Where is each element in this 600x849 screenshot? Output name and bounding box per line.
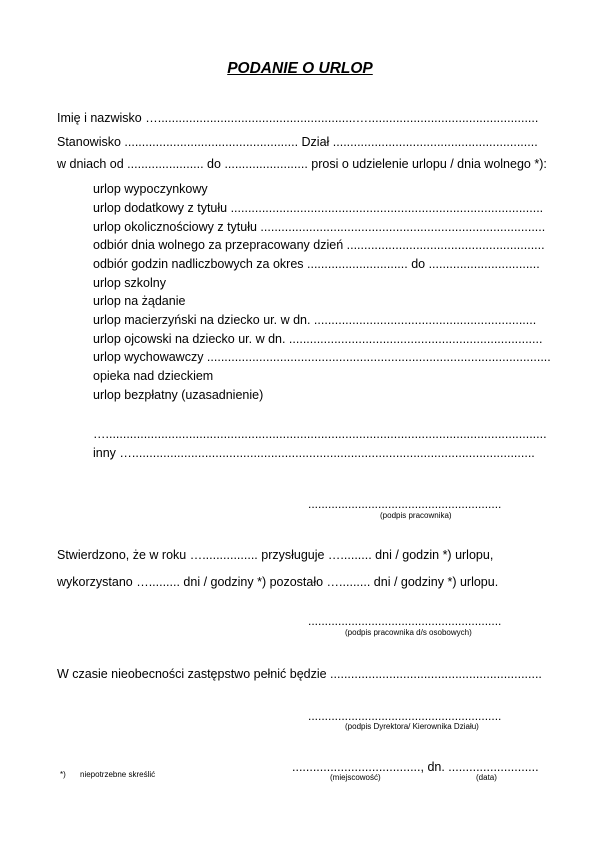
leave-type-item[interactable]: urlop macierzyński na dziecko ur. w dn. ................................................................ [93,313,537,327]
leave-type-item[interactable]: urlop na żądanie [93,294,186,308]
footnote-text: niepotrzebne skreślić [80,770,156,779]
director-signature-line[interactable]: .......................................................... [308,709,502,723]
date-caption: (data) [476,773,497,782]
justification-line[interactable]: …............................................................................................................................... [93,427,547,441]
hr-signature-line[interactable]: .......................................................... [308,614,502,628]
leave-type-item[interactable]: odbiór godzin nadliczbowych za okres ............................. do ................................ [93,257,540,271]
dates-field[interactable]: w dniach od ...................... do ........................ prosi o udzielenie urlopu / dnia wolnego *): [57,157,547,171]
substitute-field[interactable]: W czasie nieobecności zastępstwo pełnić będzie ............................................................. [57,667,542,681]
leave-type-item[interactable]: opieka nad dzieckiem [93,369,214,383]
leave-type-item[interactable]: urlop bezpłatny (uzasadnienie) [93,388,264,402]
leave-type-item[interactable]: urlop okolicznościowy z tytułu .................................................................................. [93,220,546,234]
leave-type-item[interactable]: urlop wypoczynkowy [93,182,208,196]
employee-signature-caption: (podpis pracownika) [380,511,452,520]
confirmation-line-2[interactable]: wykorzystano …......... dni / godziny *) pozostało …......... dni / godziny *) urlopu. [57,575,499,589]
confirmation-line-1[interactable]: Stwierdzono, że w roku …................ przysługuje …......... dni / godzin *) urlopu, [57,548,494,562]
hr-signature-caption: (podpis pracownika d/s osobowych) [345,628,472,637]
leave-type-item[interactable]: odbiór dnia wolnego za przepracowany dzień ......................................................... [93,238,545,252]
position-field[interactable]: Stanowisko .................................................. Dział ........................................................... [57,135,538,149]
employee-signature-line[interactable]: .......................................................... [308,497,502,511]
leave-type-item[interactable]: urlop szkolny [93,276,166,290]
name-field[interactable]: Imię i nazwisko ….........................................................…................................................. [57,111,539,125]
place-date-field[interactable]: ....................................., dn. .......................... [292,760,539,774]
director-signature-caption: (podpis Dyrektora/ Kierownika Działu) [345,722,479,731]
leave-type-item[interactable]: urlop dodatkowy z tytułu .......................................................................................... [93,201,544,215]
leave-type-item[interactable]: urlop ojcowski na dziecko ur. w dn. ......................................................................... [93,332,543,346]
other-leave-field[interactable]: inny ….................................................................................................................... [93,446,535,460]
footnote-mark: *) [60,770,66,779]
page-title: PODANIE O URLOP [227,60,373,77]
leave-type-item[interactable]: urlop wychowawczy ................................................................................................... [93,350,551,364]
place-caption: (miejscowość) [330,773,381,782]
